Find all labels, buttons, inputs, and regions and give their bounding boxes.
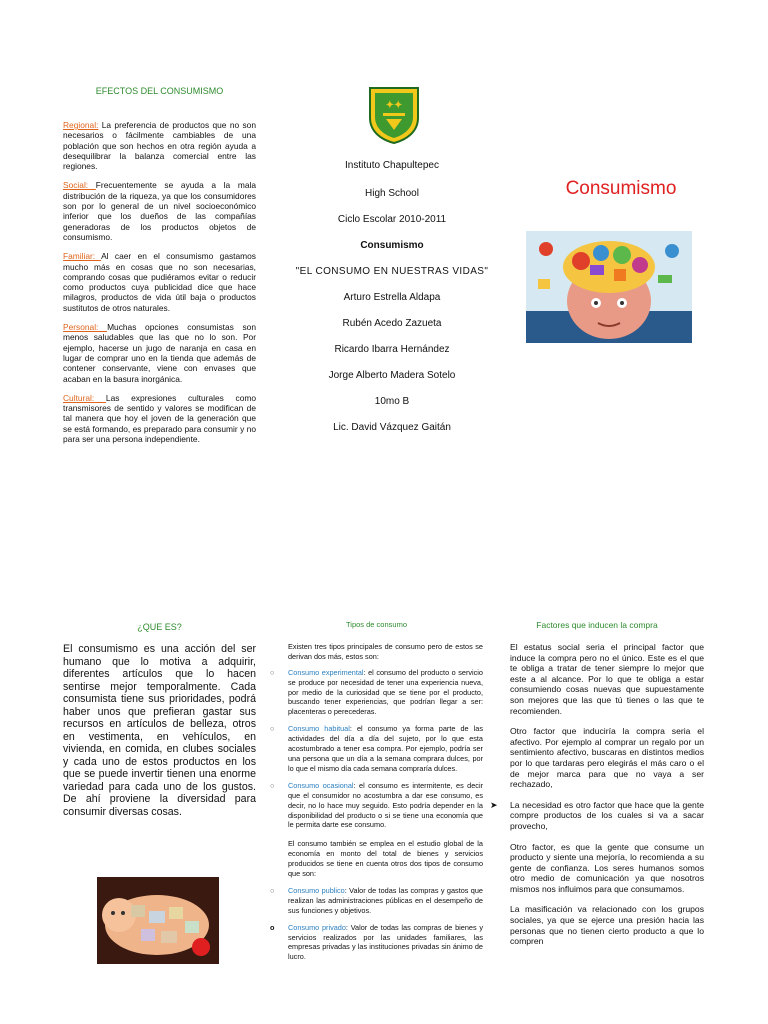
svg-text:✦✦: ✦✦: [385, 100, 403, 111]
tipo-label: Consumo privado: [288, 922, 346, 932]
cover-info: [280, 160, 504, 433]
author: Rubén Acedo Zazueta: [342, 318, 442, 329]
bullet-icon: ○: [270, 780, 275, 790]
subject-name: Consumismo: [360, 240, 424, 251]
tipo-item: ○ Consumo experimental: el consumo del producto o servicio se produce por necesidad de tener una experiencia nueva, por medio de la curiosidad que se tiene por el producto, buscando tener experiencias, que podrían llegar a ser: placenteras o perecederas.: [270, 667, 483, 717]
que-es-title: ¿QUE ES?: [137, 622, 182, 632]
factor-item: ➤ La necesidad es otro factor que hace que la gente compre productos de los cuales si va a sacar provecho,: [490, 799, 704, 831]
main-title: Consumismo: [565, 178, 677, 199]
bullet-icon: ○: [270, 667, 275, 677]
bullet-icon: ○: [270, 724, 275, 734]
tipos-middle: El consumo también se emplea en el estudio global de la economía en monto del total de bienes y servicios producidos se tiene en cuenta otros dos tipos de consumo que son:: [288, 839, 483, 879]
subtitle: "EL CONSUMO EN NUESTRAS VIDAS": [295, 266, 489, 277]
arrow-icon: ➤: [490, 799, 498, 810]
efectos-title: EFECTOS DEL CONSUMISMO: [95, 86, 224, 96]
tipo-label: Consumo ocasional: [288, 780, 354, 790]
school-cycle: Ciclo Escolar 2010-2011: [337, 214, 447, 225]
efectos-list: [63, 120, 256, 444]
arrow-icon: [490, 642, 510, 716]
gifts-baby-photo: [97, 877, 219, 964]
group: 10mo B: [374, 396, 410, 407]
efecto-item: Social: Frecuentemente se ayuda a la mala distribución de la riqueza, ya que los consumidores son por lo general de un nivel socioeconómico inferior que los dueños de las compañías generadoras de los productos objetos de consumismo.: [63, 180, 256, 242]
tipo-label: Consumo publico: [288, 885, 345, 895]
tipo-item: o Consumo privado: Valor de todas las compras de bienes y servicios realizados por las unidades familiares, las empresas privadas y las instituciones privadas sin ánimo de lucro.: [270, 922, 483, 962]
tipo-item: ○ Consumo ocasional: el consumo es intermitente, es decir que el consumidor no acostumbra a dar ese consumo, es decir, no lo hace muy seguido. Esto podría depender en la disponibilidad del producto o si se tiene una economía que le permita darte ese consumo.: [270, 780, 484, 830]
teacher: Lic. David Vázquez Gaitán: [333, 422, 451, 433]
author: Ricardo Ibarra Hernández: [334, 344, 450, 355]
tipo-label: Consumo habitual: [288, 724, 350, 734]
bullet-icon: ○: [270, 885, 275, 895]
efecto-item: Personal: Muchas opciones consumistas son menos saludables que las que no lo son. Por ejemplo, hacerse un jugo de naranja en casa en lugar de comprar uno en la tienda que además de contener conservante, viene con envases que acaban en la basura inorgánica.: [63, 322, 256, 384]
bullet-icon: o: [270, 922, 275, 932]
school-crest: [368, 86, 420, 144]
tipo-item: ○ Consumo publico: Valor de todas las compras y gastos que realizan las administraciones públicas en el desempeño de sus funciones y objetivos.: [270, 885, 483, 915]
school-name: Instituto Chapultepec: [345, 160, 439, 171]
que-es-text: El consumismo es una acción del ser humano que lo motiva a adquirir, diferentes artículos que lo hacen sentirse mejor temporalmente. Cada consumista tiene sus prioridades, podrá haber unos que prefieran gastar sus recursos en artículos de belleza, otros en vestimenta, en vehículos, en vivienda, en comida, en clubes sociales y cada uno de estos productos en los que se puede invertir tienen una enorme variedad para cada uno de los gustos. De ahí proviene la diversidad para consumir diversas cosas.: [63, 643, 256, 818]
factor-item: La masificación va relacionado con los grupos sociales, ya que se ejerce una presión hacia las personas que no tienen cierto producto a que lo compren: [490, 904, 704, 946]
factor-item: Otro factor, es que la gente que consume un producto y siente una mejoría, lo recomienda a su gente de confianza. Los seres humanos somos otro medio de comunicación ya que nosotros mismos nos influimos para que consumamos.: [490, 842, 704, 895]
arrow-icon: [490, 904, 510, 946]
efecto-item: Cultural: Las expresiones culturales como transmisores de sentido y valores se modifican de tal manera que hoy el joven de la generación que se está formando, es preparado para consumir y no para ser una persona independiente.: [63, 392, 257, 445]
author: Arturo Estrella Aldapa: [343, 292, 441, 303]
tipos-title: Tipos de consumo: [345, 620, 407, 629]
tipo-item: ○ Consumo habitual: el consumo ya forma parte de las actividades del día a día del sujeto, por lo que esta acostumbrado a tener esa compra. Por ejemplo, podría ser una persona que un día a la semana comprara dulces, por lo que el mismo día cada semana compraría dulces.: [270, 724, 483, 773]
factores-section: [490, 620, 704, 947]
efecto-label: Social:: [63, 180, 96, 191]
consumism-illustration: [526, 231, 692, 343]
efecto-label: Familiar:: [63, 251, 102, 262]
tipos-intro: Existen tres tipos principales de consumo pero de estos se derivan dos más, estos son:: [288, 641, 483, 661]
efecto-label: Personal:: [63, 322, 108, 333]
baby-gifts-icon: [97, 877, 219, 964]
arrow-icon: [490, 726, 510, 790]
factor-item: Otro factor que induciría la compra seria el afectivo. Por ejemplo al comprar un regalo por un sentimiento afectivo, buscaras en distintos medios por lo que tardaras pero elegirás el más caro o el de mejor marca para que no vaya a ser rechazado,: [490, 726, 704, 790]
crest-icon: [368, 86, 420, 144]
efectos-section: [63, 86, 256, 453]
factores-list: [490, 642, 704, 947]
efecto-label: Cultural:: [63, 392, 106, 403]
school-level: High School: [365, 188, 419, 199]
factor-item: El estatus social seria el principal factor que induce la compra pero no el único. Este es el que te obliga a tratar de tener siempre lo mejor que este a al alcance. Por lo que te obliga a estar consumiendo cosas nuevas que supuestamente son mejores que las que tú tienes o las que te recomienden.: [490, 642, 704, 716]
efecto-item: Regional: La preferencia de productos que no son necesarios o fácilmente cambiables de una población que son hechos en otra región ayuda a desequilibrar la balanza comercial entre las regiones.: [63, 120, 256, 172]
efecto-item: Familiar: Al caer en el consumismo gastamos mucho más en cosas que no son necesarias, comprando cosas que pudiéramos evitar o reducir como productos cuya publicidad dice que hace milagros, productos de vida útil baja o productos sustitutos de otros naturales.: [63, 251, 256, 313]
arrow-icon: [490, 842, 510, 895]
que-es-section: [63, 622, 256, 818]
factores-title: Factores que inducen la compra: [536, 620, 658, 630]
head-illustration-icon: [526, 231, 692, 343]
tipo-label: Consumo experimental: [288, 667, 364, 677]
tipos-section: [270, 620, 483, 962]
efecto-label: Regional:: [63, 120, 99, 130]
author: Jorge Alberto Madera Sotelo: [328, 370, 456, 381]
